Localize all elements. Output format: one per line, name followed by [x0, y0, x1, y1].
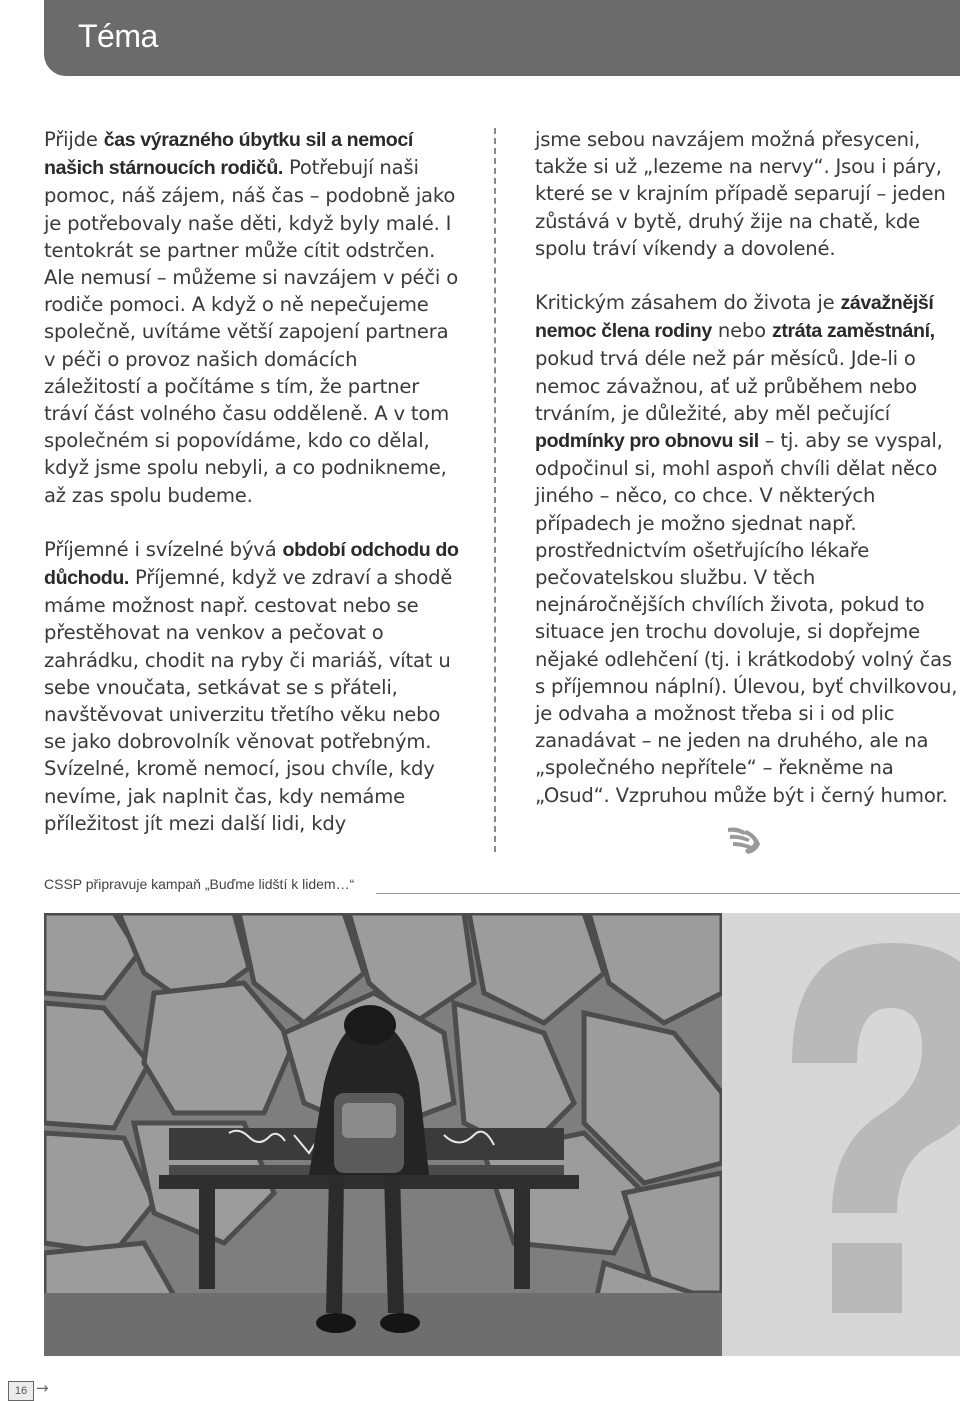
- paragraph: Přijde čas výrazného úbytku sil a nemocí našich stárnoucích rodičů. Potřebují naši pomoc, náš zájem, náš čas – podobně jako je potřebovaly naše děti, když byly malé. I tentokrát se partner může cítit odstrčen. Ale nemusí – můžeme si navzájem v péči o rodiče pomoci. A když o ně nepečujeme společně, uvítáme větší zapojení partnera v péči o provoz našich domácích záležitostí a počítáme s tím, že partner tráví část volného času odděleně. A v tom společném si popovídáme, kdo co dělal, když jsme spolu nebyli, a co podnikneme, až zas spolu budeme.: [44, 128, 458, 507]
- header-bar: [44, 0, 960, 76]
- column-divider: [494, 128, 496, 852]
- caption-rule: [376, 893, 960, 894]
- paragraph: Příjemné i svízelné bývá období odchodu do důchodu. Příjemné, když ve zdraví a shodě máme možnost např. cestovat nebo se přestěhovat na venkov a pečovat o zahrádku, chodit na ryby či mariáš, vítat u sebe vnoučata, setkávat se s přáteli, navštěvovat univerzitu třetího věku nebo se jako dobrovolník věnovat potřebným. Svízelné, kromě nemocí, jsou chvíle, kdy nevíme, jak naplnit čas, kdy nemáme příležitost jít mezi další lidi, kdy: [44, 537, 459, 835]
- page-number: 16: [8, 1381, 34, 1401]
- paragraph: jsme sebou navzájem možná přesyceni, takže si už „lezeme na nervy“. Jsou i páry, které se v krajním případě separují – jeden zůstává v bytě, druhý žije na chatě, kde spolu tráví víkendy a dovolené.: [535, 128, 946, 260]
- right-column: [535, 126, 960, 836]
- page-title: Téma: [78, 18, 158, 54]
- question-mark-graphic: [722, 913, 960, 1356]
- left-column: [44, 126, 459, 864]
- paragraph: Kritickým zásahem do života je závažnější nemoc člena rodiny nebo ztráta zaměstnání, pokud trvá déle než pár měsíců. Jde-li o nemoc závažnou, ať už průběhem nebo trváním, je důležité, aby měl pečující podmínky pro obnovu sil – tj. aby se vyspal, odpočinul si, mohl aspoň chvíli dělat něco jiného – něco, co chce. V některých případech je možno sjednat např. prostřednictvím ošetřujícího lékaře pečovatelskou službu. V těch nejnáročnějších chvílích života, pokud to situace jen trochu dovoluje, si dopřejme nějaké odlehčení (tj. i krátkodobý volný čas s příjemnou náplní). Úlevou, byť chvilkovou, je odvaha a možnost třeba si i od plic zanadávat – ne jeden na druhého, ale na „společného nepřítele“ – řekněme na „Osud“. Vzpruhou může být i černý humor.: [535, 291, 958, 807]
- next-arrow-icon: →: [36, 1379, 49, 1397]
- photo-caption: CSSP připravuje kampaň „Buďme lidští k lidem…“: [44, 876, 355, 892]
- photo-man-on-bench: [44, 913, 722, 1356]
- hand-icon: [724, 822, 764, 856]
